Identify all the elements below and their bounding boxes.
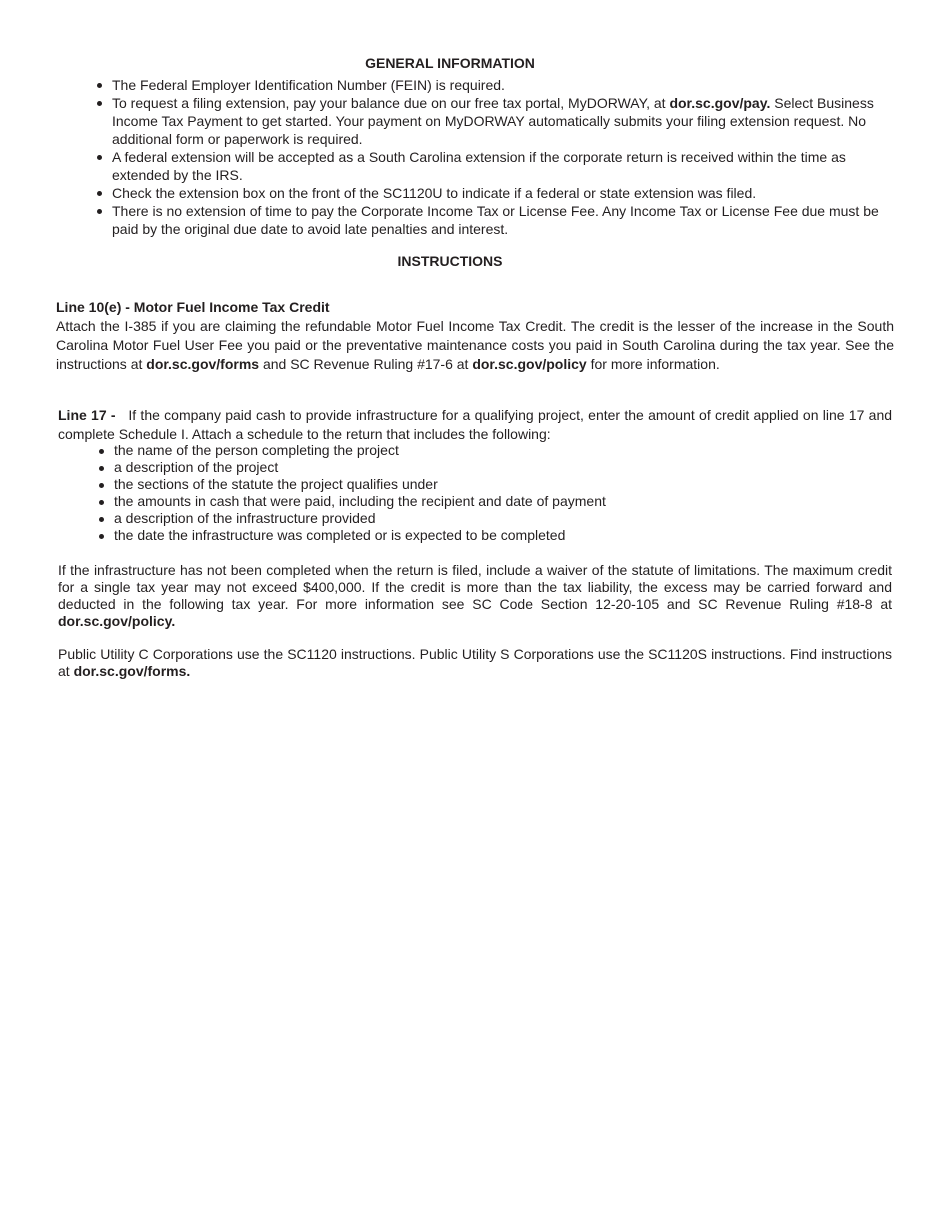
line-17-text: If the company paid cash to provide infrastructure for a qualifying project, enter the amount of credit applied on line 17 and complete Schedule I. Attach a schedule to the return that includes the following:: [58, 407, 893, 442]
extension-text: To request a filing extension, pay your balance due on our free tax portal, MyDORWAY, at: [112, 95, 670, 111]
list-item: [96, 493, 856, 510]
list-item: [94, 184, 894, 202]
public-utility-paragraph: [58, 646, 892, 680]
list-item-text: the amounts in cash that were paid, including the recipient and date of payment: [114, 493, 606, 509]
list-item-text: a description of the project: [114, 459, 279, 475]
list-item: [94, 94, 894, 148]
line-17-body: [58, 406, 892, 444]
forms-link[interactable]: dor.sc.gov/forms: [146, 356, 260, 372]
line-10e-text: Attach the I-385 if you are claiming the refundable Motor Fuel Income Tax Credit. The credit is the lesser of the increase in the South Carolina Motor Fuel User Fee you paid or the preventative maintenance costs you paid in South Carolina during the tax year. See the instructions at: [56, 318, 894, 372]
list-item: [94, 148, 894, 184]
list-item: [96, 527, 856, 544]
pay-link[interactable]: dor.sc.gov/pay.: [669, 95, 771, 111]
waiver-paragraph: [58, 562, 892, 630]
federal-extension-note: A federal extension will be accepted as a South Carolina extension if the corporate return is received within the time as extended by the IRS.: [112, 149, 846, 183]
policy-link[interactable]: dor.sc.gov/policy.: [58, 613, 176, 629]
public-utility-text: Public Utility C Corporations use the SC1120 instructions. Public Utility S Corporations use the SC1120S instructions. Find instructions at: [58, 646, 892, 679]
line-10e-title: Line 10(e) - Motor Fuel Income Tax Credit: [56, 299, 330, 315]
list-item: [96, 442, 856, 459]
extension-text-cont: Select Business Income Tax Payment to get started. Your payment on MyDORWAY automatically submits your filing extension request. No additional form or paperwork is required.: [112, 95, 874, 147]
forms-link[interactable]: dor.sc.gov/forms.: [73, 663, 191, 679]
line-10e-text-end: for more information.: [586, 356, 720, 372]
line-17-label: Line 17 -: [58, 407, 116, 423]
line-10e-body: [56, 317, 894, 374]
general-information-list: [94, 76, 894, 238]
fein-note: The Federal Employer Identification Number (FEIN) is required.: [112, 77, 505, 93]
instructions-heading: INSTRUCTIONS: [397, 253, 503, 269]
list-item-text: the sections of the statute the project qualifies under: [114, 476, 438, 492]
list-item-text: the name of the person completing the project: [114, 442, 399, 458]
line-10e-text-cont: and SC Revenue Ruling #17-6 at: [259, 356, 473, 372]
list-item: [94, 202, 894, 238]
list-item-text: the date the infrastructure was completed or is expected to be completed: [114, 527, 566, 543]
list-item: [96, 510, 856, 527]
list-item: [96, 476, 856, 493]
general-information-heading: GENERAL INFORMATION: [365, 55, 535, 71]
schedule-requirements-list: [96, 442, 856, 544]
list-item: [94, 76, 894, 94]
no-extension-note: There is no extension of time to pay the Corporate Income Tax or License Fee. Any Income Tax or License Fee due must be paid by the original due date to avoid late penalties and interest.: [112, 203, 879, 237]
list-item-text: a description of the infrastructure provided: [114, 510, 376, 526]
list-item: [96, 459, 856, 476]
extension-box-note: Check the extension box on the front of the SC1120U to indicate if a federal or state extension was filed.: [112, 185, 757, 201]
waiver-text: If the infrastructure has not been completed when the return is filed, include a waiver of the statute of limitations. The maximum credit for a single tax year may not exceed $400,000. If the credit is more than the tax liability, the excess may be carried forward and deducted in the following tax year. For more information see SC Code Section 12-20-105 and SC Revenue Ruling #18-8 at: [58, 562, 892, 612]
policy-link[interactable]: dor.sc.gov/policy: [472, 356, 587, 372]
